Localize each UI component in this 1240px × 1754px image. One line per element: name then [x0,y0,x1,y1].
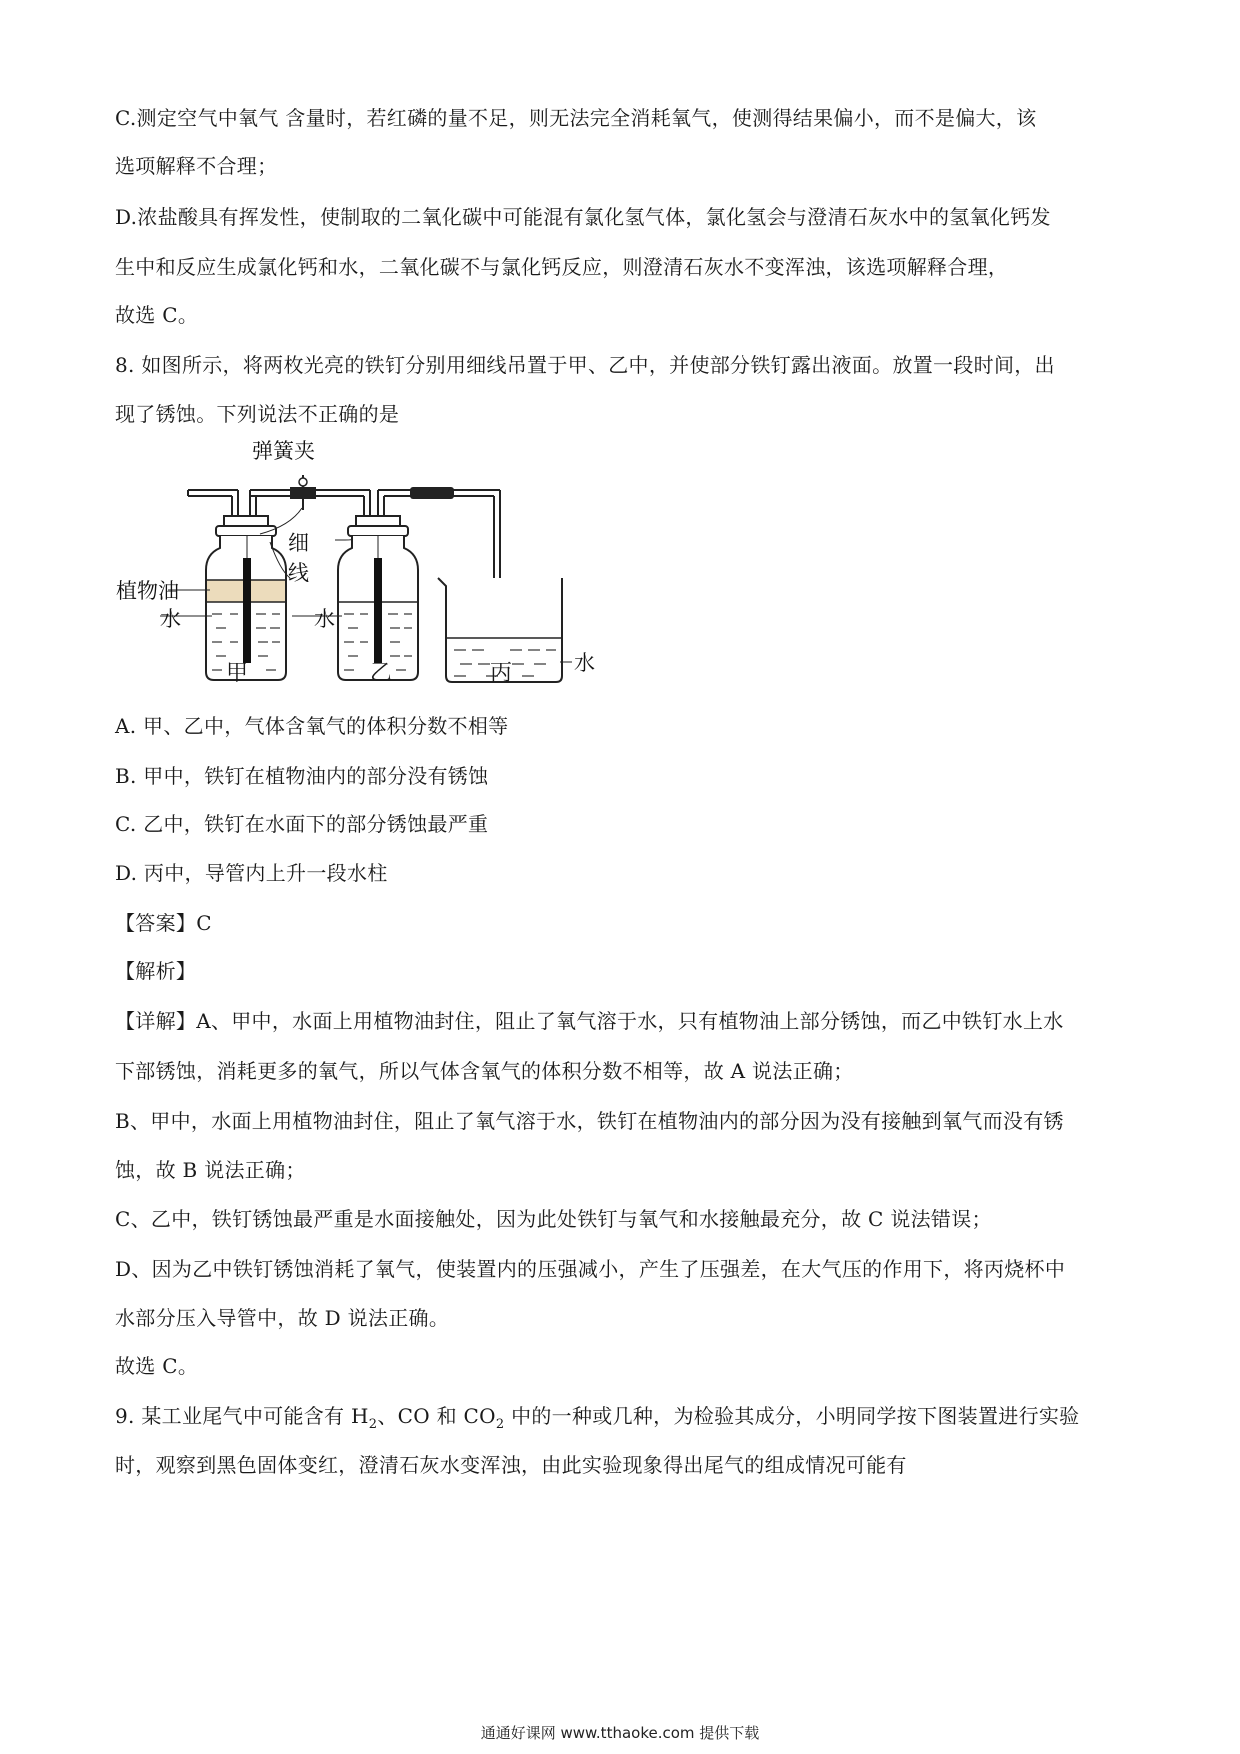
water-label-jia: 水 [160,607,181,631]
q9-text-mid: 、CO 和 CO [377,1404,496,1428]
q8-detail-a-line2: 下部锈蚀，消耗更多的氧气，所以气体含氧气的体积分数不相等，故 A 说法正确； [115,1059,854,1083]
q8-answer [115,909,212,937]
answer-tag: 【答案】 [115,911,197,935]
q8-stem-line1: 8. 如图所示，将两枚光亮的铁钉分别用细线吊置于甲、乙中，并使部分铁钉露出液面。放置一段时间，出 [115,353,1055,377]
bottle-jia [206,516,286,680]
q8-conclusion: 故选 C。 [115,1354,199,1378]
q8-analysis-tag: 【解析】 [115,959,197,983]
q8-apparatus-figure [116,430,595,695]
q9-text-post: 中的一种或几种，为检验其成分，小明同学按下图装置进行实验 [504,1404,1080,1428]
q9-subscript-h2: 2 [368,1417,378,1432]
q9-stem-line2: 时，观察到黑色固体变红，澄清石灰水变浑浊，由此实验现象得出尾气的组成情况可能有 [115,1453,907,1477]
explanation-c-line2: 选项解释不合理； [115,154,278,178]
iron-nail-jia [243,558,251,663]
iron-nail-yi [374,558,382,663]
q8-detail-d-line1: D、因为乙中铁钉锈蚀消耗了氧气，使装置内的压强减小，产生了压强差，在大气压的作用下，将丙烧杯中 [115,1257,1066,1281]
thread-label-1: 细 [288,531,309,555]
rubber-connector [410,487,454,499]
q8-detail-a-line1 [115,1007,1064,1035]
q8-option-c: C. 乙中，铁钉在水面下的部分锈蚀最严重 [115,812,489,836]
explanation-c-line1: C.测定空气中氧气 含量时，若红磷的量不足，则无法完全消耗氧气，使测得结果偏小，而不是偏大，该 [115,106,1037,130]
q8-option-d: D. 丙中，导管内上升一段水柱 [115,861,388,885]
prev-conclusion: 故选 C。 [115,303,199,327]
caption-bing: 丙 [490,661,513,686]
water-label-bing: 水 [574,651,595,675]
q8-detail-b-line1: B、甲中，水面上用植物油封住，阻止了氧气溶于水，铁钉在植物油内的部分因为没有接触到氧气而没有锈 [115,1109,1064,1133]
q9-subscript-co2: 2 [495,1417,505,1432]
q9-text-pre: 9. 某工业尾气中可能含有 H [115,1404,369,1428]
bottle-yi [338,516,418,680]
q9-stem-line1 [115,1402,1079,1439]
oil-label: 植物油 [116,579,179,603]
explanation-d-line2: 生中和反应生成氯化钙和水，二氧化碳不与氯化钙反应，则澄清石灰水不变浑浊，该选项解释合理， [115,255,1009,279]
page-footer: 通通好课网 www.tthaoke.com 提供下载 [480,1724,760,1742]
caption-yi: 乙 [370,661,393,686]
q8-option-b: B. 甲中，铁钉在植物油内的部分没有锈蚀 [115,764,489,788]
q8-detail-b-line2: 蚀，故 B 说法正确； [115,1158,306,1182]
q8-detail-c-line1: C、乙中，铁钉锈蚀最严重是水面接触处，因为此处铁钉与氧气和水接触最充分，故 C 说法错误； [115,1207,992,1231]
detail-tag: 【详解】 [115,1009,197,1033]
q8-option-a: A. 甲、乙中，气体含氧气的体积分数不相等 [115,714,509,738]
answer-value: C [196,911,212,935]
thread-label-2: 线 [288,561,309,585]
q8-stem-line2: 现了锈蚀。下列说法不正确的是 [115,402,400,426]
q8-detail-d-line2: 水部分压入导管中，故 D 说法正确。 [115,1306,450,1330]
detail-a-text: A、甲中，水面上用植物油封住，阻止了氧气溶于水，只有植物油上部分锈蚀，而乙中铁钉水上水 [196,1009,1064,1033]
clamp-label: 弹簧夹 [252,439,315,463]
caption-jia-text: 甲 [226,661,249,686]
water-label-yi: 水 [314,607,335,631]
explanation-d-line1: D.浓盐酸具有挥发性，使制取的二氧化碳中可能混有氯化氢气体，氯化氢会与澄清石灰水中的氢氧化钙发 [115,205,1051,229]
